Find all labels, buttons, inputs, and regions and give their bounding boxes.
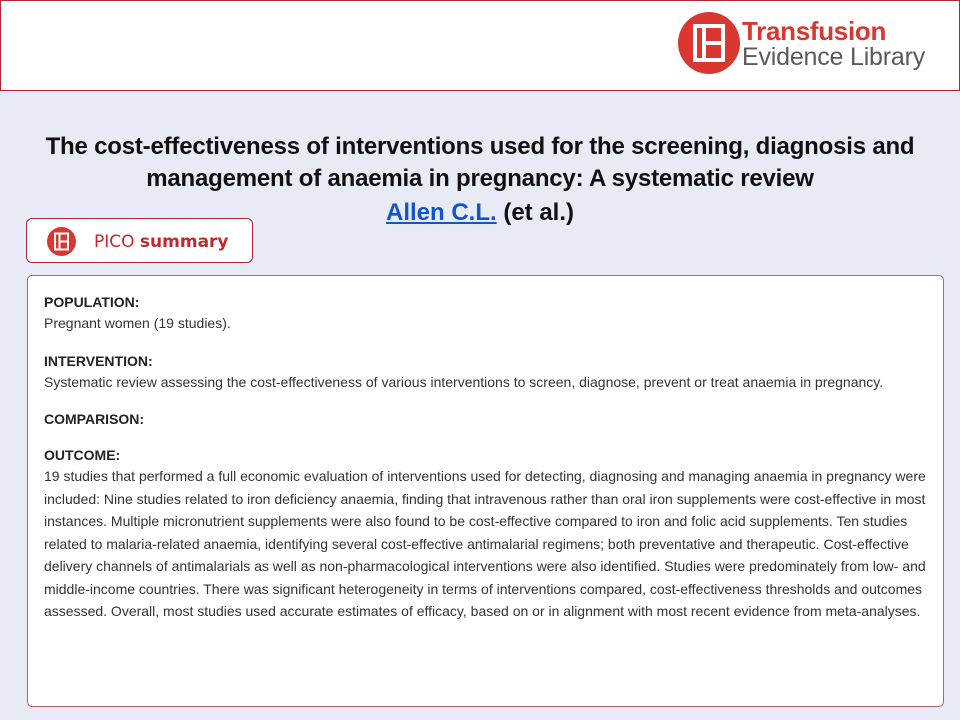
section-heading: POPULATION:	[44, 294, 140, 310]
transfusion-evidence-library-logo[interactable]	[678, 10, 948, 76]
article-title: The cost-effectiveness of interventions used for the screening, diagnosis and management of anaemia in pregnancy: A systematic review	[45, 133, 915, 192]
section-heading: OUTCOME:	[44, 447, 121, 463]
outcome-section	[44, 445, 927, 623]
section-heading: INTERVENTION:	[44, 352, 153, 369]
logo-title: Transfusion	[742, 16, 887, 46]
book-logo-icon	[47, 227, 76, 256]
population-section	[44, 292, 927, 335]
pico-summary-label: PICO summary	[94, 232, 229, 252]
header-bar	[0, 0, 960, 91]
section-text: 19 studies that performed a full economic evaluation of interventions used for detecting, diagnosing and managing anaemia in pregnancy were included: Nine studies related to iron deficiency anaemia, finding that intravenous rather than oral iron supplements were cost-effective in most instances. Multiple micronutrient supplements were also found to be cost-effective compared to iron and folic acid supplements. Ten studies related to malaria-related anaemia, identifying several cost-effective antimalarial regimens; both preventative and therapeutic. Cost-effective delivery channels of antimalarials as well as non-pharmacological interventions were also identified. Studies were predominately from low- and middle-income countries. There was significant heterogeneity in terms of interventions compared, cost-effectiveness thresholds and outcomes assessed. Overall, most studies used accurate estimates of efficacy, based on or in alignment with most recent evidence from meta-analyses.	[44, 468, 926, 619]
intervention-section	[44, 351, 927, 394]
book-logo-icon	[678, 12, 740, 74]
comparison-section	[44, 409, 927, 429]
author-link[interactable]: Allen C.L.	[385, 199, 497, 226]
section-heading: COMPARISON:	[44, 411, 145, 427]
pico-summary-button[interactable]	[26, 218, 253, 263]
pico-content-panel	[27, 275, 944, 707]
author-suffix: (et al.)	[496, 199, 574, 226]
section-text: Pregnant women (19 studies).	[44, 315, 231, 331]
section-text: Systematic review assessing the cost-effectiveness of various interventions to screen, diagnose, prevent or treat anaemia in pregnancy.	[44, 373, 884, 390]
logo-subtitle: Evidence Library	[742, 43, 926, 71]
